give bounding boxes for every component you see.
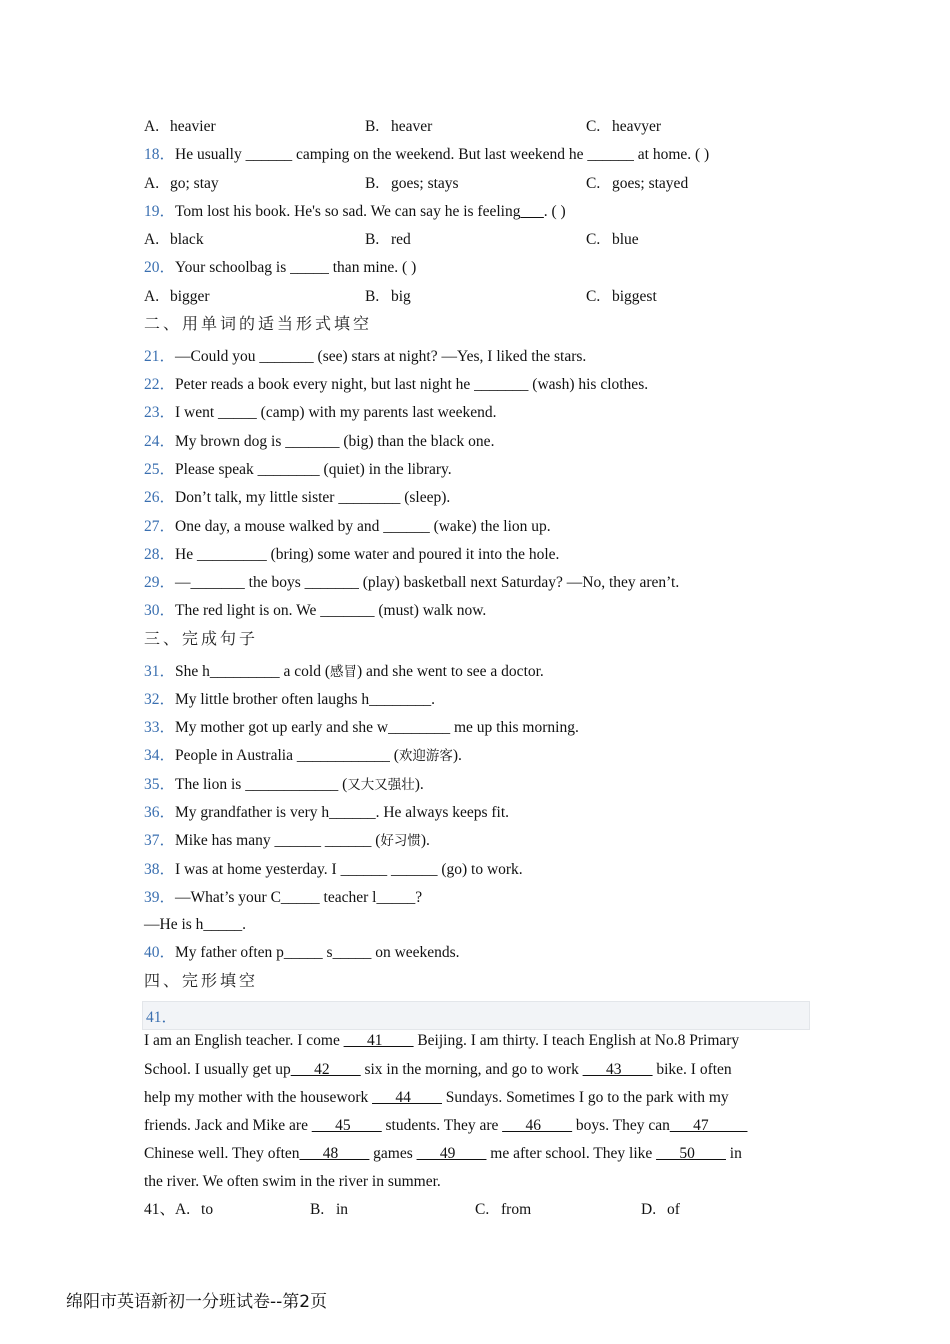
question-34: 34．People in Australia ____________ (欢迎游客). — [144, 747, 462, 764]
question-33: 33．My mother got up early and she w________ me up this morning. — [144, 719, 579, 736]
question-18: 18．He usually ______ camping on the weekend. But last weekend he ______ at home. ( ) — [144, 146, 710, 163]
question-28: 28．He _________ (bring) some water and poured it into the hole. — [144, 546, 560, 563]
q17-option-a: A. heavier — [144, 118, 216, 135]
q41-option-b: B. in — [310, 1201, 349, 1218]
question-37: 37．Mike has many ______ ______ (好习惯). — [144, 832, 430, 849]
question-38: 38．I was at home yesterday. I ______ ______ (go) to work. — [144, 861, 523, 878]
question-19: 19．Tom lost his book. He's so sad. We can say he is feeling___. ( ) — [144, 203, 566, 220]
passage-line-3: help my mother with the housework ___44____ Sundays. Sometimes I go to the park with my — [144, 1089, 729, 1106]
question-25: 25．Please speak ________ (quiet) in the library. — [144, 461, 452, 478]
section-4-heading: 四、完形填空 — [144, 971, 259, 990]
section-3-heading: 三、完成句子 — [144, 629, 259, 648]
q19-option-b: B. red — [365, 231, 411, 248]
passage-line-6: the river. We often swim in the river in summer. — [144, 1173, 441, 1190]
q18-option-b: B. goes; stays — [365, 175, 459, 192]
question-41-header: 41． — [142, 1001, 810, 1030]
q19-option-a: A. black — [144, 231, 204, 248]
question-29: 29．—_______ the boys _______ (play) basketball next Saturday? —No, they aren’t. — [144, 574, 680, 591]
section-2-heading: 二、用单词的适当形式填空 — [144, 314, 373, 333]
passage-line-5: Chinese well. They often___48____ games ___49____ me after school. They like ___50____ in — [144, 1145, 742, 1162]
passage-line-2: School. I usually get up___42____ six in the morning, and go to work ___43____ bike. I often — [144, 1061, 732, 1078]
q41-option-a: 41、A. to — [144, 1201, 214, 1218]
q18-option-a: A. go; stay — [144, 175, 219, 192]
page-footer: 绵阳市英语新初一分班试卷--第2页 — [66, 1292, 328, 1312]
q18-option-c: C. goes; stayed — [586, 175, 689, 192]
question-39: 39．—What’s your C_____ teacher l_____? — [144, 889, 423, 906]
question-26: 26．Don’t talk, my little sister ________ (sleep). — [144, 489, 451, 506]
q17-option-b: B. heaver — [365, 118, 433, 135]
question-20: 20．Your schoolbag is _____ than mine. ( ) — [144, 259, 417, 276]
question-22: 22．Peter reads a book every night, but last night he _______ (wash) his clothes. — [144, 376, 649, 393]
q17-option-c: C. heavyer — [586, 118, 662, 135]
q20-option-a: A. bigger — [144, 288, 210, 305]
question-32: 32．My little brother often laughs h________. — [144, 691, 436, 708]
q41-option-d: D. of — [641, 1201, 680, 1218]
question-36: 36．My grandfather is very h______. He always keeps fit. — [144, 804, 510, 821]
question-40: 40．My father often p_____ s_____ on weekends. — [144, 944, 460, 961]
q20-option-c: C. biggest — [586, 288, 657, 305]
question-21: 21．—Could you _______ (see) stars at night? —Yes, I liked the stars. — [144, 348, 587, 365]
question-27: 27．One day, a mouse walked by and ______ (wake) the lion up. — [144, 518, 551, 535]
passage-line-4: friends. Jack and Mike are ___45____ students. They are ___46____ boys. They can___47_____ — [144, 1117, 748, 1134]
q19-option-c: C. blue — [586, 231, 639, 248]
question-24: 24．My brown dog is _______ (big) than the black one. — [144, 433, 495, 450]
question-31: 31．She h_________ a cold (感冒) and she went to see a doctor. — [144, 663, 544, 680]
question-35: 35．The lion is ____________ (又大又强壮). — [144, 776, 424, 793]
question-39-answer: —He is h_____. — [144, 916, 247, 933]
q20-option-b: B. big — [365, 288, 411, 305]
question-23: 23．I went _____ (camp) with my parents last weekend. — [144, 404, 497, 421]
question-30: 30．The red light is on. We _______ (must) walk now. — [144, 602, 487, 619]
passage-line-1: I am an English teacher. I come ___41____ Beijing. I am thirty. I teach English at No.8 Primary — [144, 1032, 740, 1049]
q41-option-c: C. from — [475, 1201, 532, 1218]
